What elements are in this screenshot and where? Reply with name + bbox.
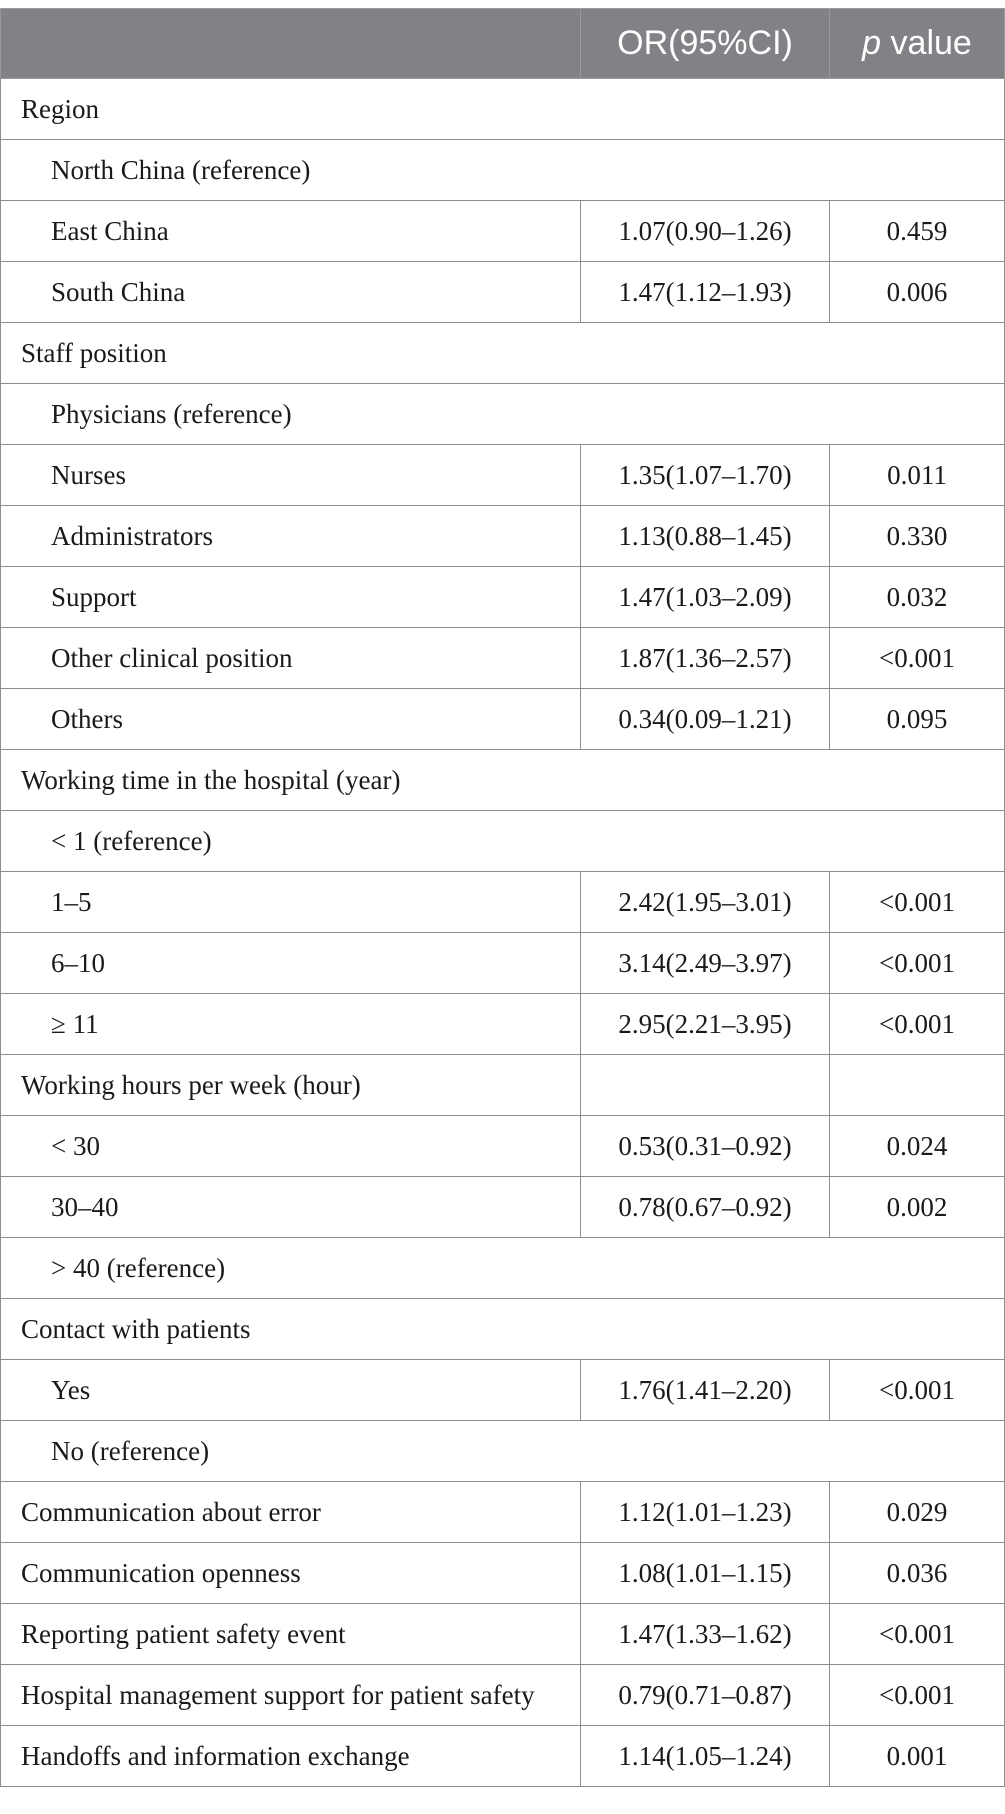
row-p-value: 0.024 xyxy=(830,1116,1005,1177)
header-or-95ci: OR(95%CI) xyxy=(581,9,830,79)
row-or-value xyxy=(581,1055,830,1116)
table-row xyxy=(1,994,1005,1055)
row-p-value: <0.001 xyxy=(830,933,1005,994)
table-row xyxy=(1,1177,1005,1238)
row-or-value: 1.47(1.03–2.09) xyxy=(581,567,830,628)
table-row xyxy=(1,262,1005,323)
table-row xyxy=(1,1238,1005,1299)
row-p-value: <0.001 xyxy=(830,1604,1005,1665)
row-sublabel: Physicians (reference) xyxy=(1,384,1005,445)
row-or-value: 0.34(0.09–1.21) xyxy=(581,689,830,750)
row-sublabel: South China xyxy=(1,262,581,323)
table-row xyxy=(1,1421,1005,1482)
row-p-value: <0.001 xyxy=(830,1665,1005,1726)
row-or-value: 1.47(1.12–1.93) xyxy=(581,262,830,323)
row-p-value: 0.036 xyxy=(830,1543,1005,1604)
row-or-value: 0.79(0.71–0.87) xyxy=(581,1665,830,1726)
row-sublabel: > 40 (reference) xyxy=(1,1238,1005,1299)
row-label: Hospital management support for patient safety xyxy=(1,1665,581,1726)
table-row xyxy=(1,506,1005,567)
table-row xyxy=(1,79,1005,140)
row-label: Communication about error xyxy=(1,1482,581,1543)
row-or-value: 1.08(1.01–1.15) xyxy=(581,1543,830,1604)
header-p-value xyxy=(830,9,1005,79)
row-sublabel: North China (reference) xyxy=(1,140,1005,201)
results-table-container xyxy=(0,8,1004,1787)
table-row xyxy=(1,445,1005,506)
row-sublabel: ≥ 11 xyxy=(1,994,581,1055)
row-or-value: 1.13(0.88–1.45) xyxy=(581,506,830,567)
row-p-value: 0.001 xyxy=(830,1726,1005,1787)
table-row xyxy=(1,750,1005,811)
row-p-value: 0.459 xyxy=(830,201,1005,262)
table-row xyxy=(1,1299,1005,1360)
table-row xyxy=(1,933,1005,994)
row-sublabel: Other clinical position xyxy=(1,628,581,689)
row-sublabel: Yes xyxy=(1,1360,581,1421)
row-or-value: 1.35(1.07–1.70) xyxy=(581,445,830,506)
table-row xyxy=(1,1604,1005,1665)
row-or-value: 1.14(1.05–1.24) xyxy=(581,1726,830,1787)
header-row xyxy=(1,9,1005,79)
table-row xyxy=(1,1726,1005,1787)
header-value-text: value xyxy=(881,24,972,62)
header-variable xyxy=(1,9,581,79)
row-p-value: <0.001 xyxy=(830,628,1005,689)
row-label: Working hours per week (hour) xyxy=(1,1055,581,1116)
row-p-value: 0.002 xyxy=(830,1177,1005,1238)
row-p-value: <0.001 xyxy=(830,994,1005,1055)
row-sublabel: 1–5 xyxy=(1,872,581,933)
header-p-italic: p xyxy=(862,24,882,62)
row-p-value: <0.001 xyxy=(830,1360,1005,1421)
row-p-value: 0.032 xyxy=(830,567,1005,628)
row-sublabel: Support xyxy=(1,567,581,628)
row-or-value: 0.78(0.67–0.92) xyxy=(581,1177,830,1238)
table-row xyxy=(1,1116,1005,1177)
row-or-value: 1.87(1.36–2.57) xyxy=(581,628,830,689)
row-or-value: 1.76(1.41–2.20) xyxy=(581,1360,830,1421)
row-label: Communication openness xyxy=(1,1543,581,1604)
table-row xyxy=(1,872,1005,933)
row-p-value: 0.330 xyxy=(830,506,1005,567)
row-p-value xyxy=(830,1055,1005,1116)
row-or-value: 0.53(0.31–0.92) xyxy=(581,1116,830,1177)
row-or-value: 1.12(1.01–1.23) xyxy=(581,1482,830,1543)
row-label: Reporting patient safety event xyxy=(1,1604,581,1665)
table-row xyxy=(1,689,1005,750)
odds-ratio-table xyxy=(0,8,1005,1787)
row-sublabel: Administrators xyxy=(1,506,581,567)
table-row xyxy=(1,1360,1005,1421)
row-label: Handoffs and information exchange xyxy=(1,1726,581,1787)
row-sublabel: East China xyxy=(1,201,581,262)
row-p-value: 0.095 xyxy=(830,689,1005,750)
table-row xyxy=(1,1543,1005,1604)
row-label: Contact with patients xyxy=(1,1299,1005,1360)
row-or-value: 2.42(1.95–3.01) xyxy=(581,872,830,933)
row-sublabel: Others xyxy=(1,689,581,750)
table-row xyxy=(1,1665,1005,1726)
table-row xyxy=(1,140,1005,201)
row-sublabel: Nurses xyxy=(1,445,581,506)
row-or-value: 2.95(2.21–3.95) xyxy=(581,994,830,1055)
row-label: Staff position xyxy=(1,323,1005,384)
row-p-value: 0.006 xyxy=(830,262,1005,323)
row-sublabel: 30–40 xyxy=(1,1177,581,1238)
row-label: Working time in the hospital (year) xyxy=(1,750,1005,811)
row-sublabel: 6–10 xyxy=(1,933,581,994)
row-p-value: 0.011 xyxy=(830,445,1005,506)
table-body xyxy=(1,79,1005,1787)
row-sublabel: < 30 xyxy=(1,1116,581,1177)
row-or-value: 3.14(2.49–3.97) xyxy=(581,933,830,994)
table-row xyxy=(1,811,1005,872)
row-p-value: 0.029 xyxy=(830,1482,1005,1543)
table-header xyxy=(1,9,1005,79)
table-row xyxy=(1,628,1005,689)
table-row xyxy=(1,201,1005,262)
row-or-value: 1.07(0.90–1.26) xyxy=(581,201,830,262)
row-or-value: 1.47(1.33–1.62) xyxy=(581,1604,830,1665)
row-p-value: <0.001 xyxy=(830,872,1005,933)
row-sublabel: No (reference) xyxy=(1,1421,1005,1482)
table-row xyxy=(1,384,1005,445)
table-row xyxy=(1,1055,1005,1116)
row-sublabel: < 1 (reference) xyxy=(1,811,1005,872)
table-row xyxy=(1,323,1005,384)
row-label: Region xyxy=(1,79,1005,140)
table-row xyxy=(1,567,1005,628)
table-row xyxy=(1,1482,1005,1543)
